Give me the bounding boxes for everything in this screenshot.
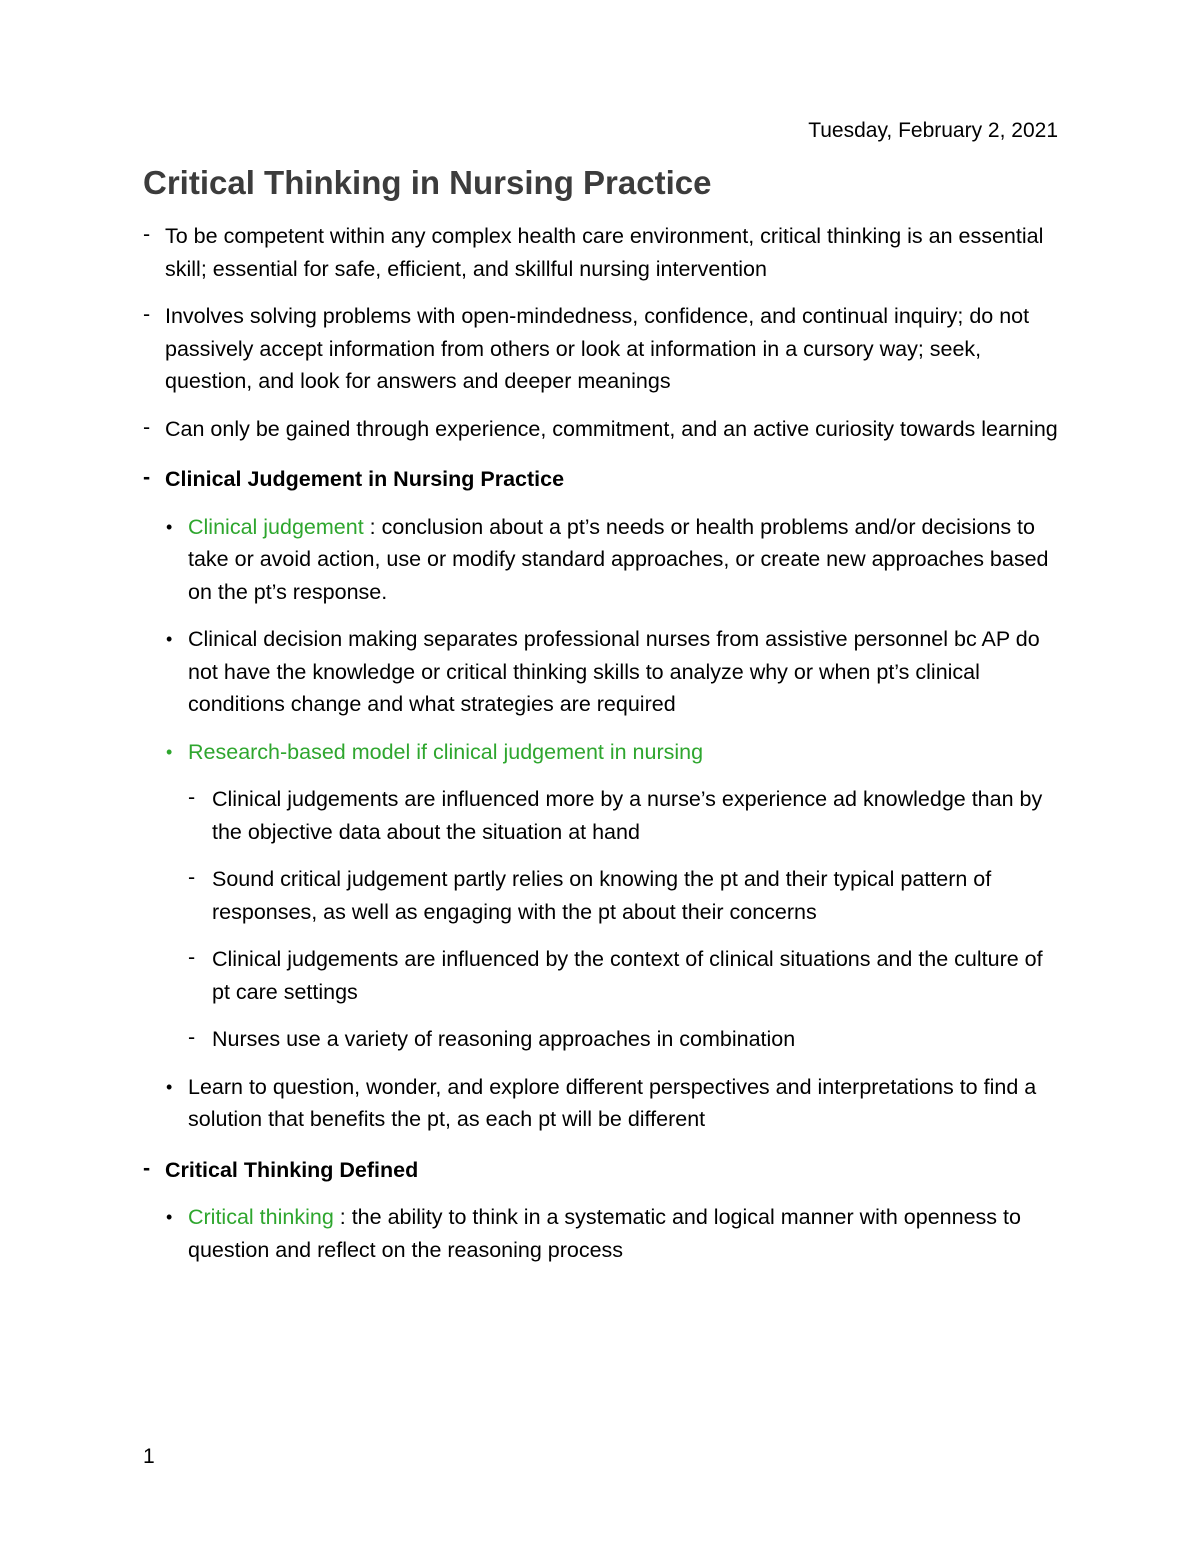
intro-text: To be competent within any complex health care environment, critical thinking is an essential skill; essential for safe, efficient, and skillful nursing intervention — [165, 224, 1044, 281]
bullet-marker: • — [166, 1076, 173, 1097]
bullet-text: Learn to question, wonder, and explore different perspectives and interpretations to find a solution that benefits the pt, as each pt will be different — [188, 1074, 1037, 1131]
bullet-text: Clinical decision making separates professional nurses from assistive personnel bc AP do not have the knowledge or critical thinking skills to analyze why or when pt’s clinical conditions change and what strategies are required — [188, 627, 1040, 716]
sub-item-text: Clinical judgements are influenced more by a nurse’s experience ad knowledge than by the objective data about the situation at hand — [212, 787, 1043, 844]
intro-item-3 — [0, 413, 1065, 446]
sub-item-2 — [0, 863, 1062, 928]
bullet-marker: • — [166, 516, 173, 537]
bullet-marker: • — [166, 741, 173, 762]
bullet-item-research-model — [0, 736, 1068, 769]
sub-item-1 — [0, 783, 1062, 848]
intro-text: Can only be gained through experience, commitment, and an active curiosity towards learning — [165, 416, 1058, 441]
document-date: Tuesday, February 2, 2021 — [808, 119, 1058, 142]
intro-text: Involves solving problems with open-mindedness, confidence, and continual inquiry; do not passively accept information from others or look at information in a cursory way; seek, question, and look for answers and deeper meanings — [165, 304, 1030, 393]
document-title: Critical Thinking in Nursing Practice — [143, 164, 712, 201]
dash-marker: - — [143, 1155, 151, 1180]
section-heading-text: Critical Thinking Defined — [165, 1157, 419, 1182]
bullet-marker: • — [166, 1207, 173, 1227]
defined-term: Clinical judgement — [188, 514, 364, 539]
intro-item-1 — [0, 220, 1065, 285]
dash-marker: - — [143, 465, 151, 489]
bullet-text: Research-based model if clinical judgement in nursing — [188, 739, 704, 764]
sub-item-text: Nurses use a variety of reasoning approaches in combination — [212, 1027, 796, 1051]
section-heading-text: Clinical Judgement in Nursing Practice — [165, 467, 565, 491]
dash-marker: - — [188, 785, 196, 809]
intro-item-2 — [0, 300, 1065, 398]
sub-item-3 — [0, 943, 1062, 1008]
dash-marker: - — [143, 414, 151, 439]
section-heading-clinical-judgement — [0, 463, 1065, 496]
dash-marker: - — [188, 1025, 196, 1049]
bullet-item-clinical-judgement — [0, 511, 1068, 609]
dash-marker: - — [143, 222, 151, 246]
document-body — [0, 220, 1200, 1266]
dash-marker: - — [143, 302, 151, 326]
page-number: 1 — [143, 1445, 155, 1468]
sub-item-text: Sound critical judgement partly relies on knowing the pt and their typical pattern of responses, as well as engaging with the pt about their concerns — [212, 867, 992, 924]
bullet-item-learn-to-question — [0, 1071, 1068, 1136]
dash-marker: - — [188, 945, 196, 969]
defined-term: Critical thinking — [188, 1205, 334, 1229]
bullet-item-critical-thinking — [0, 1201, 1068, 1266]
dash-marker: - — [188, 865, 196, 889]
sub-item-4 — [0, 1023, 1062, 1056]
definition-text: : conclusion about a pt’s needs or health problems and/or decisions to take or avoid action, use or modify standard approaches, or create new approaches based on the pt’s response. — [188, 514, 1049, 604]
sub-item-text: Clinical judgements are influenced by the context of clinical situations and the culture of pt care settings — [212, 947, 1043, 1004]
bullet-marker: • — [166, 629, 173, 649]
definition-text: : the ability to think in a systematic and logical manner with openness to question and reflect on the reasoning process — [188, 1205, 1021, 1262]
bullet-item-decision-making — [0, 623, 1068, 721]
section-heading-critical-thinking — [0, 1154, 1065, 1187]
